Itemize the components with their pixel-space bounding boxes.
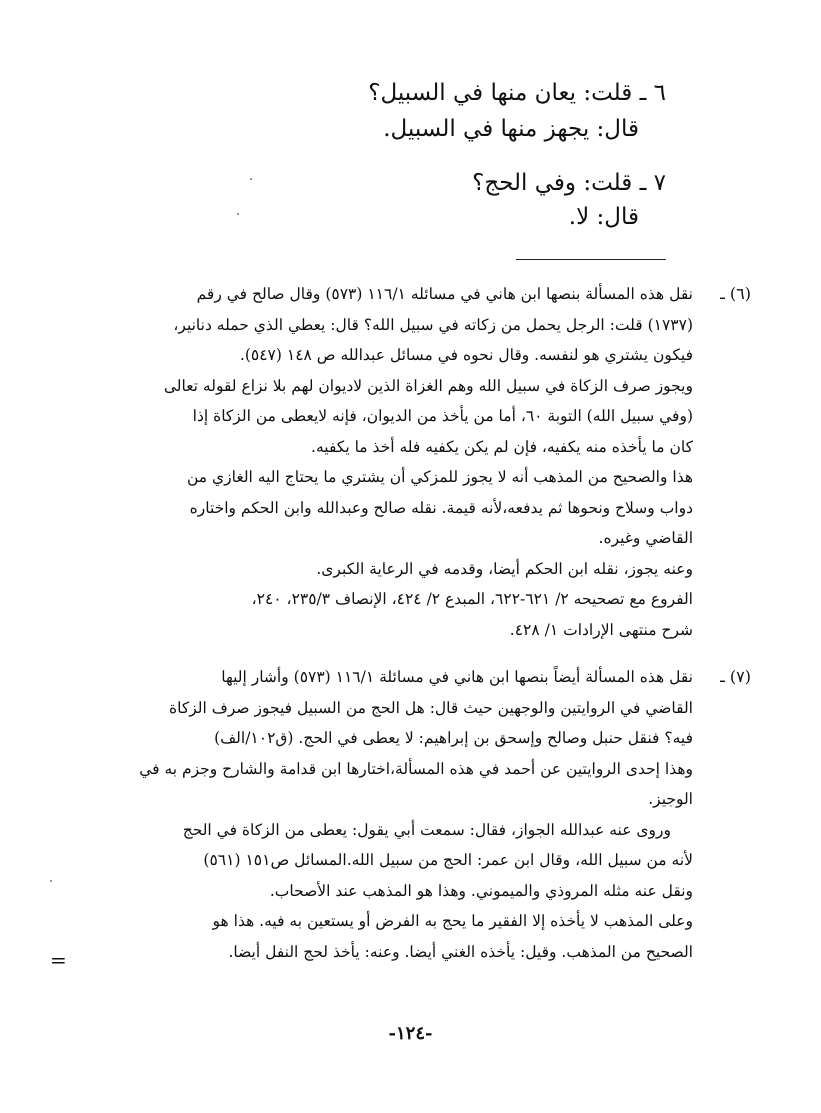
- footnote-line: (١٧٣٧) قلت: الرجل يحمل من زكاته في سبيل الله؟ قال: يعطي الذي حمله دنانير،: [173, 315, 693, 334]
- footnote-line: ونقل عنه مثله المروذي والميموني. وهذا هو المذهب عند الأصحاب.: [269, 881, 693, 900]
- footnote-line: لأنه من سبيل الله، وقال ابن عمر: الحج من سبيل الله.المسائل ص١٥١ (٥٦١): [203, 851, 693, 869]
- footnote-7: [133, 662, 751, 967]
- answer-7: قال: لا.: [568, 204, 639, 230]
- footnote-line: وروى عنه عبدالله الجواز، فقال: سمعت أبي يقول: يعطى من الزكاة في الحج: [182, 820, 671, 839]
- answer-6: قال: يجهز منها في السبيل.: [383, 116, 639, 142]
- scan-speck: [250, 178, 252, 180]
- footnote-line: كان ما يأخذه منه يكفيه، فإن لم يكن يكفيه فله أخذ ما يكفيه.: [311, 437, 693, 456]
- footnote-line: هذا والصحيح من المذهب أنه لا يجوز للمزكي أن يشتري ما يحتاج اليه الغازي من: [186, 468, 693, 486]
- footnote-line: (وفي سبيل الله) التوبة ٦٠، أما من يأخذ من الديوان، فإنه لايعطى من الزكاة إذا: [192, 407, 693, 425]
- footnote-line: القاضي في الروايتين والوجهين حيث قال: هل الحج من السبيل فيجوز صرف الزكاة: [169, 698, 693, 717]
- footnote-line: فيه؟ فنقل حنبل وصالح وإسحق بن إبراهيم: لا يعطى في الحج. (ق١٠٢/الف): [214, 729, 693, 747]
- footnote-line: القاضي وغيره.: [598, 529, 693, 547]
- footnote-line: وعنه يجوز، نقله ابن الحكم أيضا، وقدمه في الرعاية الكبرى.: [316, 559, 693, 578]
- footnote-6: [133, 279, 751, 645]
- footnote-line: شرح منتهى الإرادات ١/ ٤٢٨.: [509, 620, 693, 639]
- question-6: ٦ ـ قلت: يعان منها في السبيل؟: [368, 80, 666, 106]
- footnote-line: وعلى المذهب لا يأخذه إلا الفقير ما يحج به الفرض أو يستعين به فيه. هذا هو: [212, 912, 693, 930]
- scan-speck: [237, 213, 239, 215]
- footnote-7-number: (٧) ـ: [720, 667, 751, 686]
- footnote-separator: [516, 259, 666, 260]
- footnote-line: الفروع مع تصحيحه ٢/ ٦٢١-٦٢٢، المبدع ٢/ ٤٢٤، الإنصاف ٢٣٥/٣، ٢٤٠،: [251, 590, 693, 608]
- footnote-line: فيكون يشتري هو لنفسه. وقال نحوه في مسائل عبدالله ص ١٤٨ (٥٤٧).: [239, 346, 693, 364]
- footnote-line: نقل هذه المسألة أيضاً بنصها ابن هاني في مسائلة ١١٦/١ (٥٧٣) وأشار إليها: [221, 668, 693, 686]
- continuation-mark: =: [50, 948, 67, 972]
- footnote-line: الصحيح من المذهب. وقيل: يأخذه الغني أيضا. وعنه: يأخذ لحج النفل أيضا.: [228, 942, 693, 961]
- footnote-line: الوجيز.: [648, 790, 693, 808]
- footnote-line: ويجوز صرف الزكاة في سبيل الله وهم الغزاة الذين لاديوان لهم بلا نزاع لقوله تعالى: [163, 376, 693, 395]
- footnote-line: نقل هذه المسألة بنصها ابن هاني في مسائله ١١٦/١ (٥٧٣) وقال صالح في رقم: [196, 285, 693, 303]
- footnote-line: وهذا إحدى الروايتين عن أحمد في هذه المسألة،اختارها ابن قدامة والشارح وجزم به في: [139, 759, 693, 778]
- question-7: ٧ ـ قلت: وفي الحج؟: [472, 170, 666, 196]
- page-number: -١٢٤-: [388, 1023, 433, 1044]
- scan-speck: [50, 880, 52, 882]
- footnote-line: دواب وسلاح ونحوها ثم يدفعه،لأنه قيمة. نقله صالح وعبدالله وابن الحكم واختاره: [189, 498, 693, 517]
- footnote-6-number: (٦) ـ: [720, 284, 751, 303]
